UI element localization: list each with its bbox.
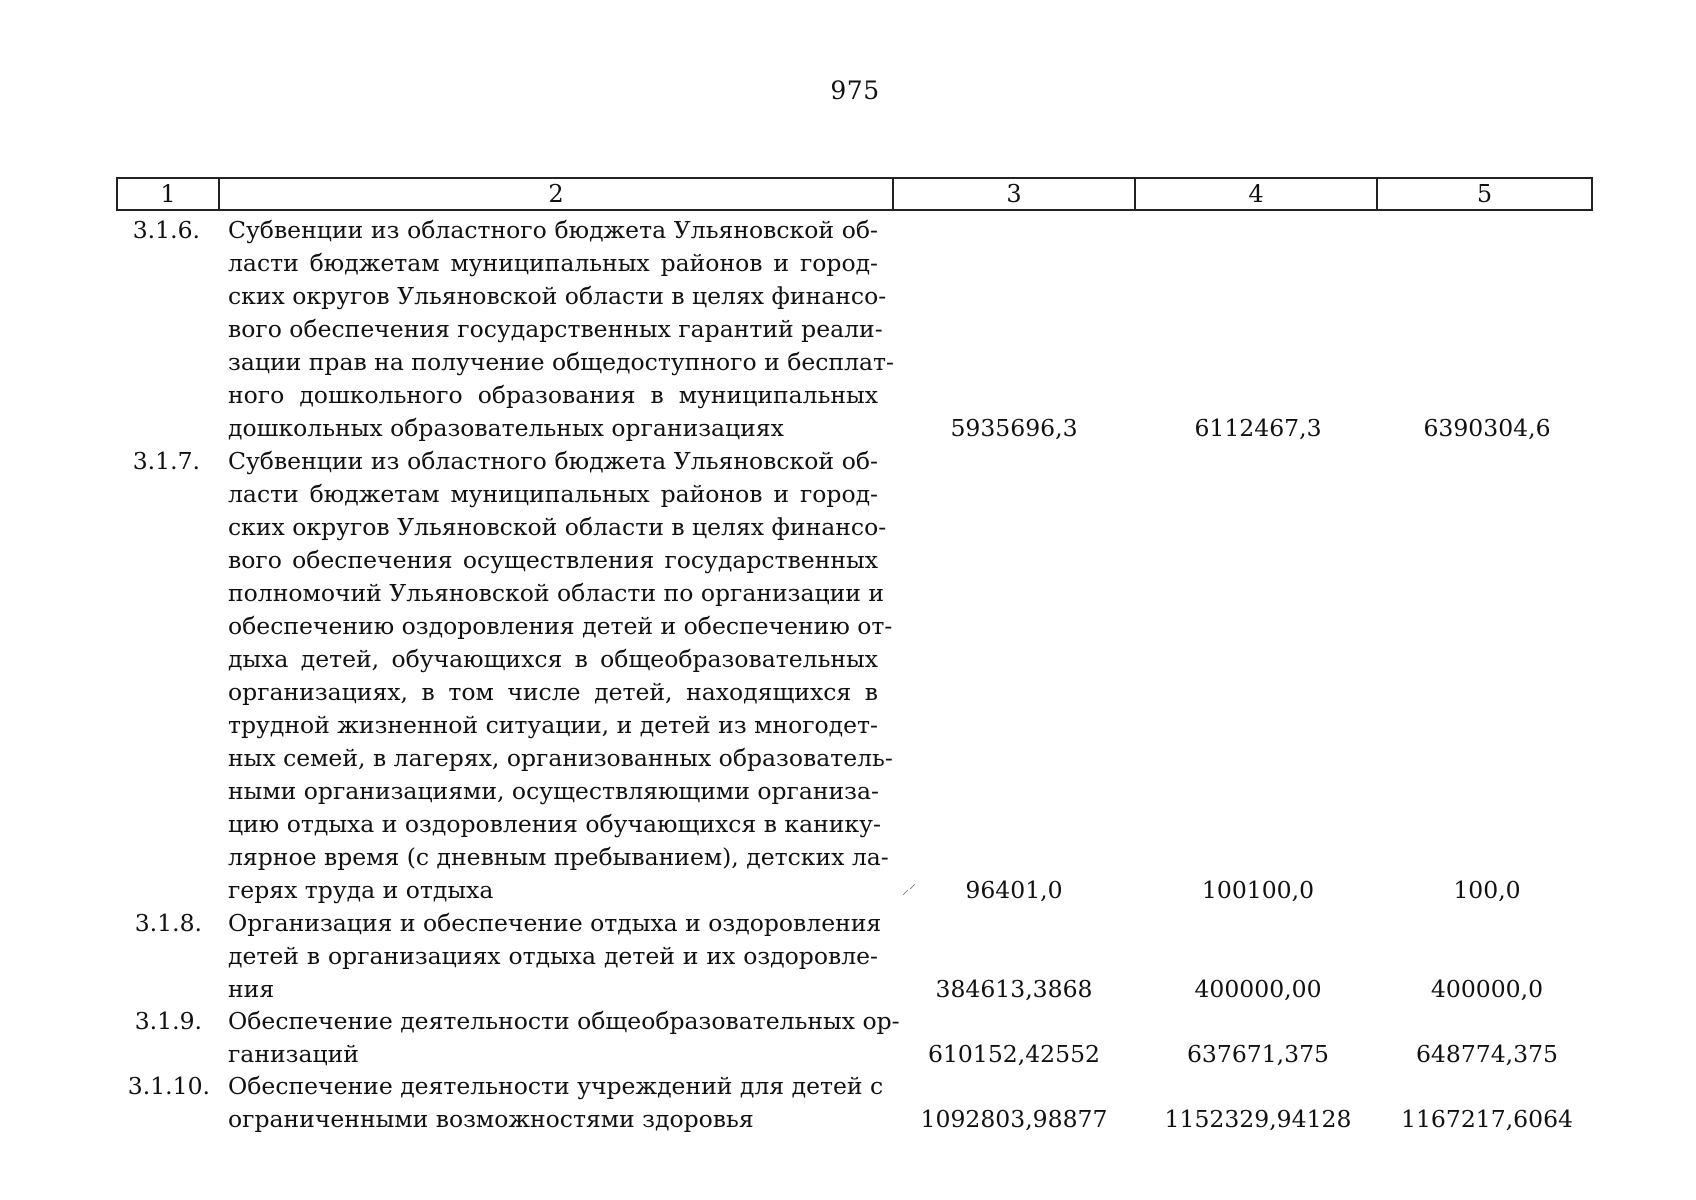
description-line: ного дошкольного образования в муниципальных	[228, 381, 878, 409]
description-line: ния	[228, 975, 275, 1003]
row-number: 3.1.6.	[132, 216, 200, 244]
value-col-5: 100,0	[1453, 876, 1521, 904]
description-line: ограниченными возможностями здоровья	[228, 1105, 754, 1133]
description-line: дыха детей, обучающихся в общеобразовательных	[228, 645, 878, 673]
value-col-3: 96401,0	[965, 876, 1063, 904]
description-line: герях труда и отдыха	[228, 876, 494, 904]
value-col-5: 648774,375	[1415, 1040, 1559, 1068]
description-line: ласти бюджетам муниципальных районов и город-	[228, 480, 878, 508]
value-col-3: 5935696,3	[950, 414, 1078, 442]
description-line: ными организациями, осуществляющими организа-	[228, 777, 879, 805]
description-line: ганизаций	[228, 1040, 359, 1068]
row-description	[228, 907, 882, 1006]
header-col-2: 2	[218, 179, 892, 209]
description-line: ласти бюджетам муниципальных районов и город-	[228, 249, 878, 277]
page-number: 975	[830, 76, 880, 105]
description-line: Организация и обеспечение отдыха и оздоровления	[228, 909, 882, 937]
description-line: лярное время (с дневным пребыванием), детских ла-	[228, 843, 889, 871]
value-col-3: 1092803,98877	[920, 1105, 1108, 1133]
description-line: вого обеспечения осуществления государственных	[228, 546, 878, 574]
value-col-5: 400000,0	[1430, 975, 1544, 1003]
row-description	[228, 445, 893, 907]
description-line: организациях, в том числе детей, находящихся в	[228, 678, 878, 706]
row-number: 3.1.10.	[127, 1072, 210, 1100]
row-number: 3.1.7.	[132, 447, 200, 475]
value-col-4: 1152329,94128	[1164, 1105, 1352, 1133]
description-line: ных семей, в лагерях, организованных образователь-	[228, 744, 893, 772]
description-line: дошкольных образовательных организациях	[228, 414, 784, 442]
value-col-4: 6112467,3	[1194, 414, 1322, 442]
table-header	[116, 177, 1593, 211]
value-col-4: 400000,00	[1194, 975, 1322, 1003]
value-col-4: 100100,0	[1201, 876, 1315, 904]
value-col-4: 637671,375	[1186, 1040, 1330, 1068]
header-col-4: 4	[1134, 179, 1376, 209]
description-line: зации прав на получение общедоступного и бесплат-	[228, 348, 894, 376]
description-line: ских округов Ульяновской области в целях финансо-	[228, 513, 887, 541]
header-col-3: 3	[892, 179, 1134, 209]
value-col-3: 384613,3868	[935, 975, 1093, 1003]
description-line: Обеспечение деятельности общеобразовательных ор-	[228, 1007, 900, 1035]
description-line: вого обеспечения государственных гарантий реали-	[228, 315, 883, 343]
row-number: 3.1.8.	[134, 909, 202, 937]
row-description	[228, 1070, 884, 1136]
description-line: детей в организациях отдыха детей и их оздоровле-	[228, 942, 878, 970]
header-col-1: 1	[160, 180, 176, 208]
scan-mark: ⸝⸍	[902, 882, 916, 898]
value-col-5: 1167217,6064	[1401, 1105, 1573, 1133]
description-line: ских округов Ульяновской области в целях финансо-	[228, 282, 887, 310]
description-line: Субвенции из областного бюджета Ульяновской об-	[228, 216, 878, 244]
row-number: 3.1.9.	[134, 1007, 202, 1035]
value-col-3: 610152,42552	[928, 1040, 1100, 1068]
description-line: Субвенции из областного бюджета Ульяновской об-	[228, 447, 878, 475]
description-line: Обеспечение деятельности учреждений для детей с	[228, 1072, 884, 1100]
description-line: цию отдыха и оздоровления обучающихся в канику-	[228, 810, 881, 838]
row-description	[228, 1005, 900, 1071]
value-col-5: 6390304,6	[1423, 414, 1551, 442]
description-line: полномочий Ульяновской области по организации и	[228, 579, 885, 607]
description-line: трудной жизненной ситуации, и детей из многодет-	[228, 711, 878, 739]
description-line: обеспечению оздоровления детей и обеспечению от-	[228, 612, 893, 640]
row-description	[228, 214, 894, 445]
header-col-5: 5	[1376, 179, 1591, 209]
